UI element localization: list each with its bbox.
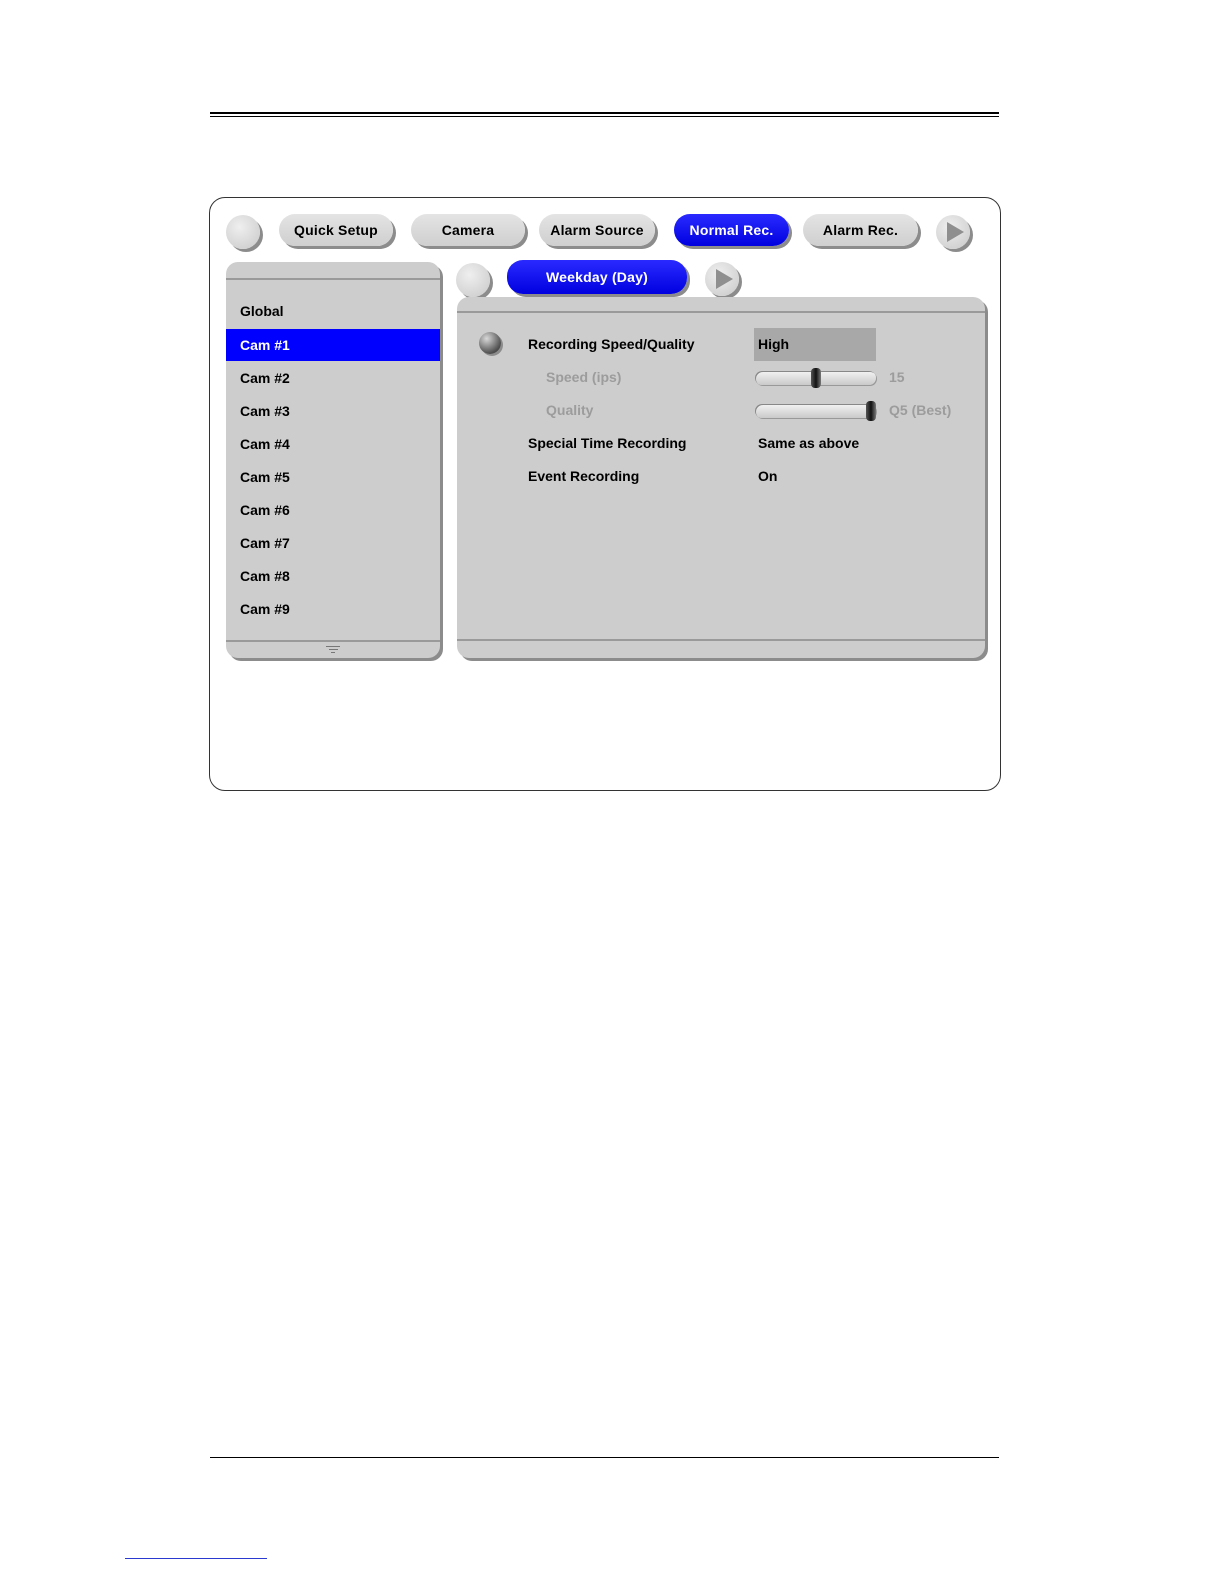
list-item-cam-6[interactable]: Cam #6 — [240, 502, 290, 518]
quality-slider-thumb[interactable] — [866, 401, 876, 421]
event-recording-value[interactable]: On — [758, 468, 778, 484]
list-item-cam-8[interactable]: Cam #8 — [240, 568, 290, 584]
tab-normal-rec[interactable] — [674, 214, 789, 246]
tab-label: Normal Rec. — [689, 222, 774, 238]
quality-slider[interactable] — [755, 404, 876, 418]
camera-list-panel — [226, 262, 440, 658]
header-rule — [210, 112, 999, 114]
subtab-weekday-day[interactable] — [507, 260, 687, 294]
tab-label: Alarm Source — [550, 222, 644, 238]
list-item-cam-3[interactable]: Cam #3 — [240, 403, 290, 419]
panel-divider — [226, 278, 440, 280]
recording-speed-quality-label: Recording Speed/Quality — [528, 336, 695, 352]
list-item-cam-7[interactable]: Cam #7 — [240, 535, 290, 551]
list-item-global[interactable]: Global — [240, 303, 284, 319]
panel-divider — [457, 639, 985, 641]
footer-link-underline — [125, 1558, 267, 1559]
tab-quick-setup[interactable] — [279, 214, 393, 246]
header-rule-thin — [210, 116, 999, 117]
quality-value: Q5 (Best) — [889, 402, 952, 418]
list-item-cam-4[interactable]: Cam #4 — [240, 436, 290, 452]
list-item-cam-1[interactable]: Cam #1 — [226, 329, 440, 361]
tab-scroll-left-button[interactable] — [226, 215, 260, 249]
tab-label: Quick Setup — [294, 222, 378, 238]
speed-label: Speed (ips) — [546, 369, 622, 385]
recording-speed-quality-value: High — [758, 336, 790, 352]
tab-alarm-rec[interactable] — [803, 214, 918, 246]
tab-scroll-right-icon[interactable] — [936, 215, 970, 249]
special-time-recording-label: Special Time Recording — [528, 435, 687, 451]
tab-camera[interactable] — [411, 214, 525, 246]
tab-alarm-source[interactable] — [539, 214, 655, 246]
subtab-label: Weekday (Day) — [546, 269, 648, 285]
special-time-recording-value[interactable]: Same as above — [758, 435, 860, 451]
speed-slider[interactable] — [755, 371, 876, 385]
speed-value: 15 — [889, 369, 905, 385]
recording-speed-quality-select[interactable] — [754, 328, 876, 361]
panel-divider — [226, 640, 440, 642]
event-recording-label: Event Recording — [528, 468, 640, 484]
list-item-cam-2[interactable]: Cam #2 — [240, 370, 290, 386]
settings-panel — [457, 297, 985, 658]
speed-slider-thumb[interactable] — [811, 368, 821, 388]
list-item-cam-9[interactable]: Cam #9 — [240, 601, 290, 617]
tab-label: Alarm Rec. — [822, 222, 899, 238]
list-item-cam-5[interactable]: Cam #5 — [240, 469, 290, 485]
footer-rule — [210, 1457, 999, 1458]
current-row-indicator-icon — [479, 332, 501, 354]
scroll-down-icon[interactable] — [326, 646, 340, 656]
panel-divider — [457, 311, 985, 313]
quality-label: Quality — [546, 402, 594, 418]
tab-label: Camera — [441, 222, 495, 238]
subtab-scroll-left-button[interactable] — [456, 263, 490, 297]
subtab-scroll-right-icon[interactable] — [705, 262, 739, 296]
